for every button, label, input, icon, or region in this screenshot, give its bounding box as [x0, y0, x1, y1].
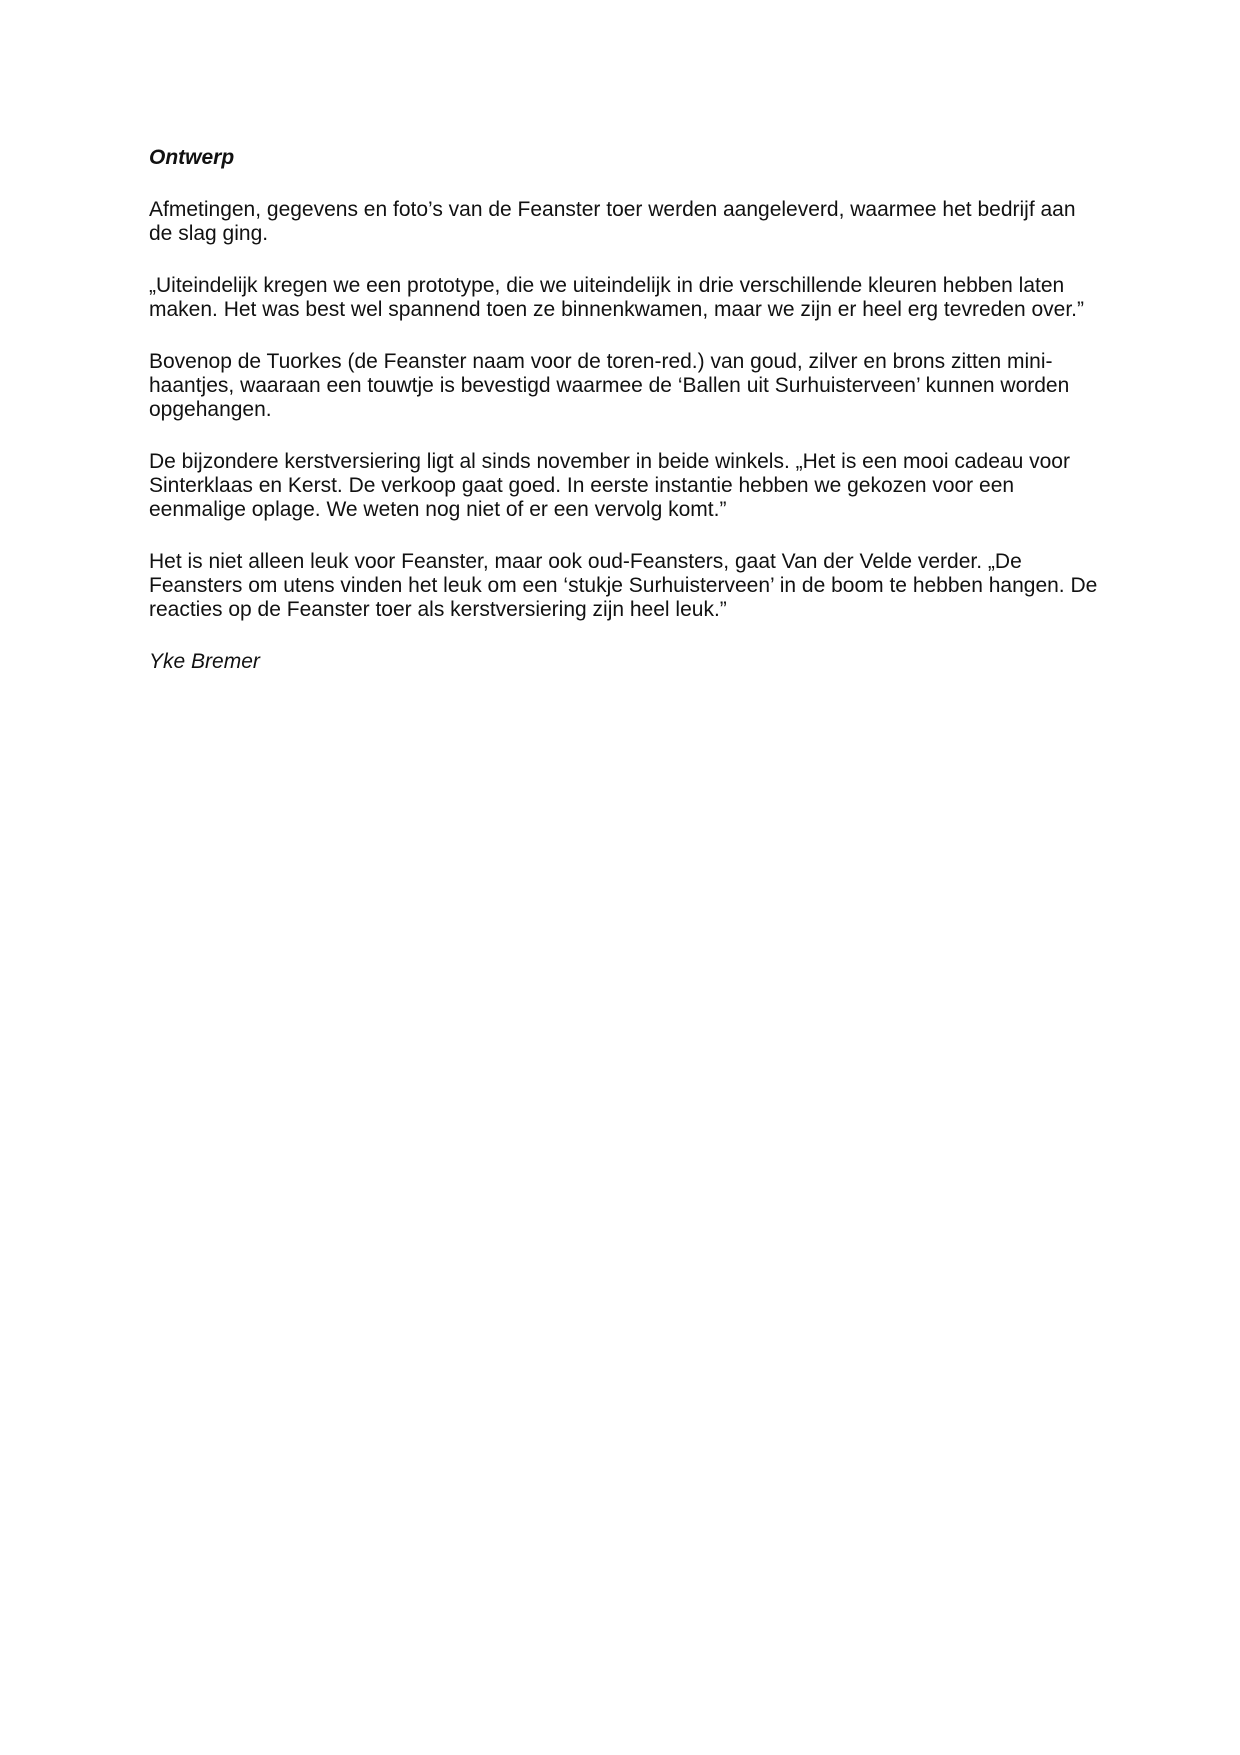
paragraph: Het is niet alleen leuk voor Feanster, maar ook oud-Feansters, gaat Van der Velde verder. „De Feansters om utens vinden het leuk om een ‘stukje Surhuisterveen’ in de boom te hebben hangen. De reacties op de Feanster toer als kerstversiering zijn heel leuk.”: [149, 550, 1098, 621]
section-heading: Ontwerp: [149, 146, 235, 169]
author-byline: Yke Bremer: [149, 650, 260, 673]
paragraph: De bijzondere kerstversiering ligt al sinds november in beide winkels. „Het is een mooi cadeau voor Sinterklaas en Kerst. De verkoop gaat goed. In eerste instantie hebben we gekozen voor een eenmalige oplage. We weten nog niet of er een vervolg komt.”: [149, 450, 1070, 521]
paragraph: „Uiteindelijk kregen we een prototype, die we uiteindelijk in drie verschillende kleuren hebben laten maken. Het was best wel spannend toen ze binnenkwamen, maar we zijn er heel erg tevreden over.”: [149, 274, 1085, 321]
paragraph: Afmetingen, gegevens en foto’s van de Feanster toer werden aangeleverd, waarmee het bedrijf aan de slag ging.: [149, 198, 1076, 245]
article-body: [149, 146, 1099, 674]
paragraph: Bovenop de Tuorkes (de Feanster naam voor de toren-red.) van goud, zilver en brons zitten mini- haantjes, waaraan een touwtje is bevestigd waarmee de ‘Ballen uit Surhuisterveen’ kunnen worden opgehangen.: [149, 350, 1070, 421]
